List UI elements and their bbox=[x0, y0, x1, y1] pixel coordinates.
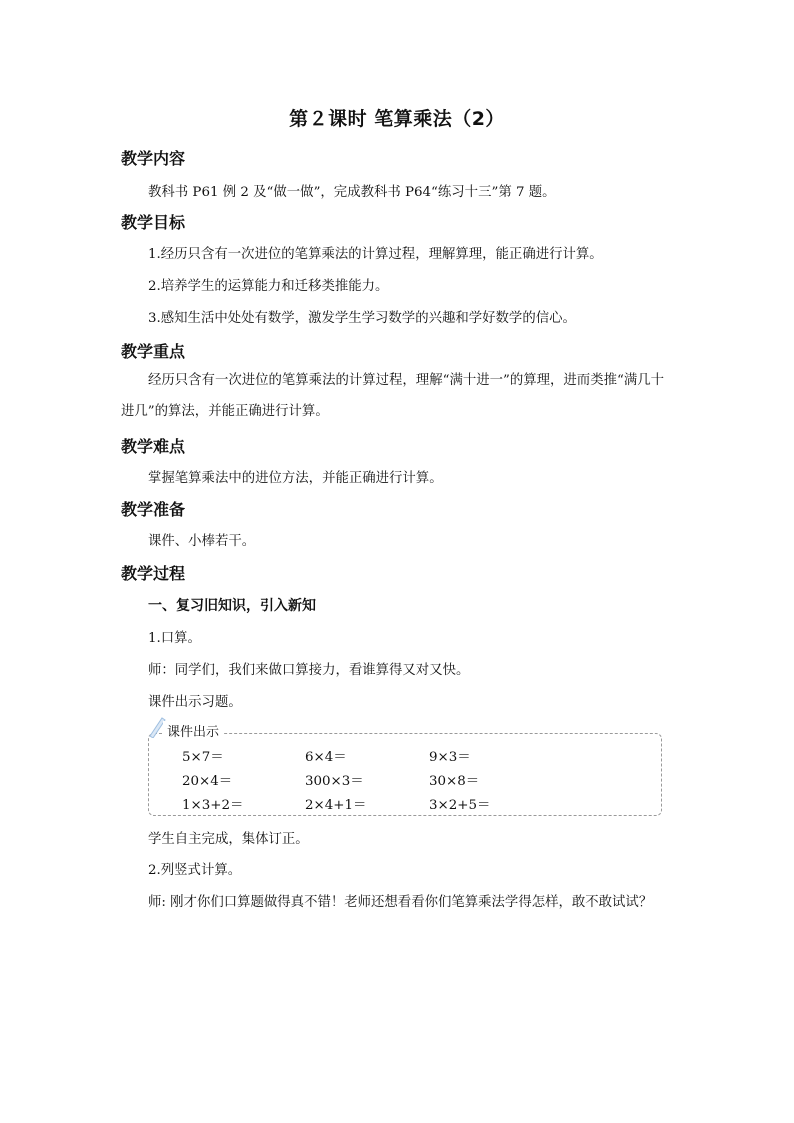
heading-preparation: 教学准备 bbox=[121, 500, 186, 519]
process-line: 师：同学们，我们来做口算接力，看谁算得又对又快。 bbox=[148, 663, 470, 678]
process-line: 学生自主完成，集体订正。 bbox=[148, 832, 309, 847]
process-line: 2.列竖式计算。 bbox=[148, 863, 242, 878]
exercise-cell: 300×3＝ bbox=[305, 774, 364, 789]
difficult-points-text: 掌握笔算乘法中的进位方法，并能正确进行计算。 bbox=[148, 471, 443, 486]
exercise-cell: 20×4＝ bbox=[182, 774, 233, 789]
exercise-cell: 5×7＝ bbox=[182, 750, 224, 765]
process-line: 师: 刚才你们口算题做得真不错！老师还想看看你们笔算乘法学得怎样，敢不敢试试？ bbox=[148, 895, 653, 910]
preparation-text: 课件、小棒若干。 bbox=[148, 534, 256, 549]
heading-teaching-goals: 教学目标 bbox=[121, 213, 186, 232]
goal-item-1: 1.经历只含有一次进位的笔算乘法的计算过程，理解算理，能正确进行计算。 bbox=[148, 247, 603, 262]
courseware-box-label: 课件出示 bbox=[163, 721, 223, 740]
heading-teaching-process: 教学过程 bbox=[121, 564, 186, 583]
goal-item-3: 3.感知生活中处处有数学，激发学生学习数学的兴趣和学好数学的信心。 bbox=[148, 311, 576, 326]
exercise-cell: 9×3＝ bbox=[429, 750, 471, 765]
heading-teaching-content: 教学内容 bbox=[121, 149, 186, 168]
courseware-box bbox=[148, 725, 662, 816]
exercise-cell: 30×8＝ bbox=[429, 774, 480, 789]
heading-key-points: 教学重点 bbox=[121, 342, 186, 361]
process-line: 1.口算。 bbox=[148, 631, 201, 646]
exercise-cell: 6×4＝ bbox=[305, 750, 347, 765]
process-step-1-title: 一、复习旧知识，引入新知 bbox=[148, 598, 316, 614]
page-title: 第２课时 笔算乘法（2） bbox=[289, 108, 505, 130]
exercise-cell: 3×2+5＝ bbox=[429, 798, 491, 813]
teaching-content-text: 教科书 P61 例 2 及“做一做”，完成教科书 P64“练习十三”第 7 题。 bbox=[148, 185, 556, 200]
exercise-cell: 2×4+1＝ bbox=[305, 798, 367, 813]
exercise-cell: 1×3+2＝ bbox=[182, 798, 244, 813]
heading-difficult-points: 教学难点 bbox=[121, 437, 186, 456]
goal-item-2: 2.培养学生的运算能力和迁移类推能力。 bbox=[148, 279, 389, 294]
process-line: 课件出示习题。 bbox=[148, 695, 242, 710]
key-points-text: 经历只含有一次进位的笔算乘法的计算过程，理解“满十进一”的算理，进而类推“满几十进几”的算法，并能正确进行计算。 bbox=[121, 373, 664, 419]
